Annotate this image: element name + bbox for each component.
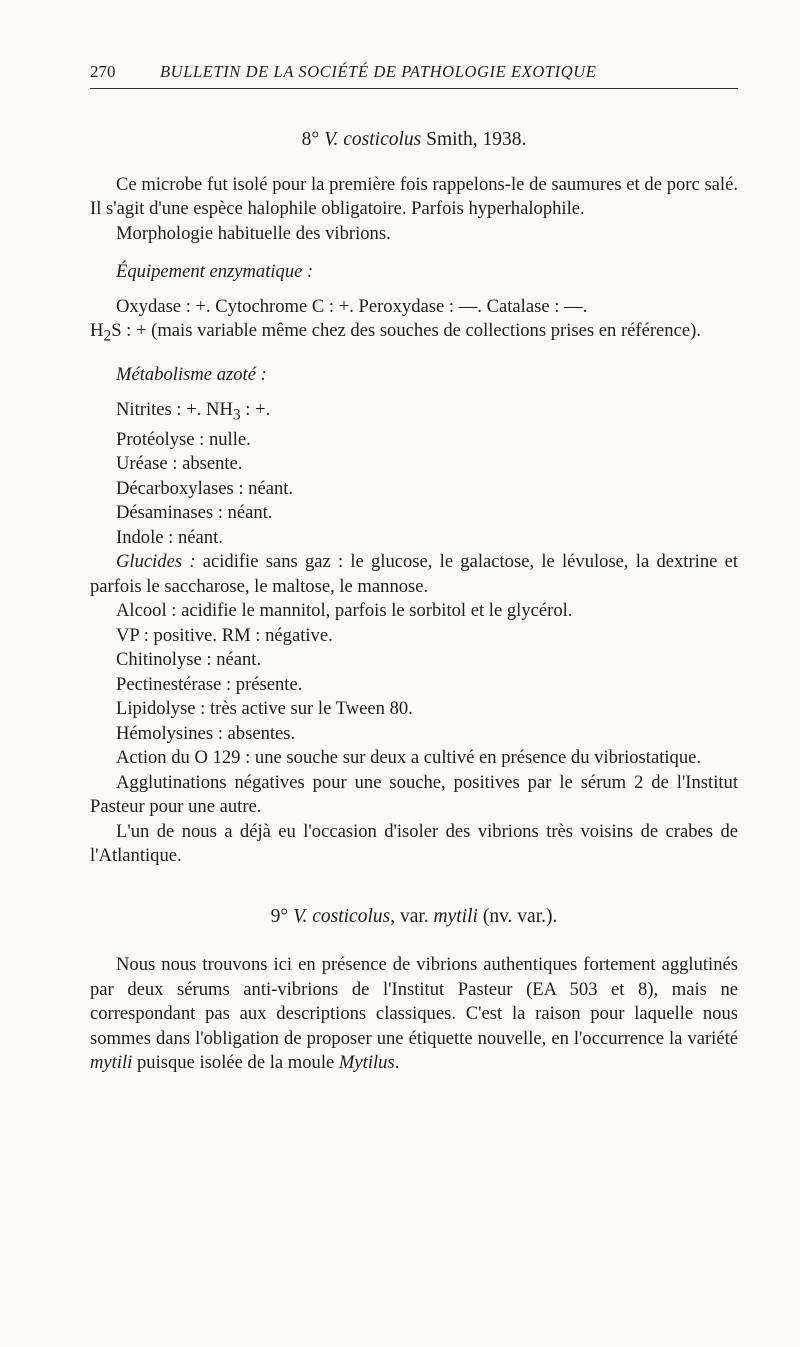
line: Pectinestérase : présente. bbox=[116, 673, 303, 695]
enzyme-heading: Équipement enzymatique : bbox=[116, 261, 314, 282]
species-name: V. costicolus bbox=[324, 129, 422, 150]
section-number: 9° bbox=[270, 905, 294, 927]
glucides-paragraph bbox=[90, 550, 738, 599]
paragraph: Action du O 129 : une souche sur deux a cultivé en présence du vibriostatique. bbox=[116, 747, 702, 769]
paragraph: Morphologie habituelle des vibrions. bbox=[116, 222, 391, 244]
text: . bbox=[394, 1052, 400, 1074]
section-8-title bbox=[90, 128, 738, 153]
running-title: BULLETIN DE LA SOCIÉTÉ DE PATHOLOGIE EXOTIQUE bbox=[160, 62, 597, 81]
variety-name: mytili bbox=[433, 905, 478, 927]
subscript: 2 bbox=[103, 327, 112, 345]
line: Alcool : acidifie le mannitol, parfois le sorbitol et le glycérol. bbox=[116, 600, 573, 622]
text: Nous nous trouvons ici en présence de vibrions authentiques fortement agglutinés par deux sérums anti-vibrions de l'Institut Pasteur (EA 503 et 8), mais ne correspondant pas aux descriptions classiques. C'est la raison pour laquelle nous sommes dans l'obligation de proposer une étiquette nouvelle, en l'occurrence la variété bbox=[90, 954, 738, 1049]
line: Chitinolyse : néant. bbox=[116, 649, 262, 671]
line: Désaminases : néant. bbox=[116, 502, 273, 524]
line: Protéolyse : nulle. bbox=[116, 428, 251, 450]
species-name: V. costicolus bbox=[293, 905, 391, 927]
page-number: 270 bbox=[90, 62, 116, 81]
paragraph: Agglutinations négatives pour une souche, positives par le sérum 2 de l'Institut Pasteur pour une autre. bbox=[90, 771, 738, 818]
line: Lipidolyse : très active sur le Tween 80. bbox=[116, 698, 413, 720]
text: Mytilus bbox=[338, 1052, 395, 1074]
enzyme-line: Oxydase : +. Cytochrome C : +. Peroxydase : —. Catalase : —. bbox=[116, 295, 588, 317]
label: Glucides : bbox=[116, 551, 196, 573]
paragraph bbox=[90, 953, 738, 1076]
text: (nv. var.). bbox=[477, 905, 558, 927]
page-body bbox=[90, 128, 738, 1076]
text: Nitrites : +. NH bbox=[116, 398, 233, 420]
text: H bbox=[90, 320, 104, 341]
text: mytili bbox=[90, 1052, 133, 1074]
running-header bbox=[90, 62, 738, 89]
section-9-title bbox=[90, 905, 738, 930]
text: , var. bbox=[390, 905, 434, 927]
paragraph: Ce microbe fut isolé pour la première fois rappelons-le de saumures et de porc salé. Il s'agit d'une espèce halophile obligatoire. Parfois hyperhalophile. bbox=[90, 173, 738, 219]
text: S : + (mais variable même chez des souches de collections prises en référence). bbox=[111, 320, 701, 341]
line: Uréase : absente. bbox=[116, 453, 243, 475]
species-author: Smith, 1938. bbox=[421, 129, 527, 150]
line: Décarboxylases : néant. bbox=[116, 477, 294, 499]
subscript: 3 bbox=[232, 406, 241, 424]
text: puisque isolée de la moule bbox=[132, 1052, 339, 1074]
nitrites-line bbox=[90, 398, 738, 428]
line: Indole : néant. bbox=[116, 526, 223, 548]
text: : +. bbox=[240, 398, 271, 420]
line: Hémolysines : absentes. bbox=[116, 722, 296, 744]
h2s-line bbox=[90, 319, 738, 349]
paragraph: L'un de nous a déjà eu l'occasion d'isoler des vibrions très voisins de crabes de l'Atlantique. bbox=[90, 820, 738, 867]
line: VP : positive. RM : négative. bbox=[116, 624, 333, 646]
section-number: 8° bbox=[301, 129, 325, 150]
text: acidifie sans gaz : le glucose, le galactose, le lévulose, la dextrine et parfois le saccharose, le maltose, le mannose. bbox=[90, 551, 739, 597]
azote-heading: Métabolisme azoté : bbox=[116, 364, 267, 386]
